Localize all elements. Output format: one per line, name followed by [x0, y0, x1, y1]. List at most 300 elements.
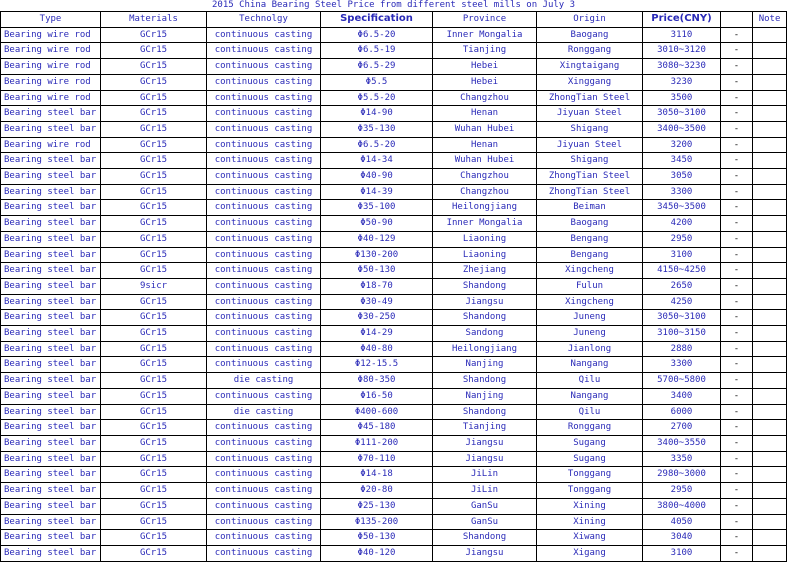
cell-material[interactable]: GCr15 — [101, 357, 207, 373]
table-title[interactable]: 2015 China Bearing Steel Price from different steel mills on July 3 — [1, 0, 787, 12]
cell-specification[interactable]: Φ50-130 — [321, 263, 433, 279]
cell-specification[interactable]: Φ30-250 — [321, 310, 433, 326]
cell-type[interactable]: Bearing steel bar — [1, 310, 101, 326]
cell-dash[interactable]: - — [721, 404, 753, 420]
cell-material[interactable]: GCr15 — [101, 106, 207, 122]
cell-note[interactable] — [753, 216, 787, 232]
cell-origin[interactable]: ZhongTian Steel — [537, 90, 643, 106]
cell-material[interactable]: GCr15 — [101, 341, 207, 357]
cell-origin[interactable]: Xining — [537, 514, 643, 530]
cell-note[interactable] — [753, 310, 787, 326]
cell-material[interactable]: GCr15 — [101, 294, 207, 310]
cell-material[interactable]: GCr15 — [101, 231, 207, 247]
cell-price[interactable]: 3400~3550 — [643, 435, 721, 451]
cell-province[interactable]: Zhejiang — [433, 263, 537, 279]
cell-material[interactable]: GCr15 — [101, 27, 207, 43]
cell-specification[interactable]: Φ50-90 — [321, 216, 433, 232]
cell-price[interactable]: 3300 — [643, 184, 721, 200]
cell-type[interactable]: Bearing steel bar — [1, 247, 101, 263]
cell-specification[interactable]: Φ6.5-20 — [321, 27, 433, 43]
cell-type[interactable]: Bearing steel bar — [1, 530, 101, 546]
cell-origin[interactable]: Xining — [537, 498, 643, 514]
cell-type[interactable]: Bearing steel bar — [1, 420, 101, 436]
header-blank[interactable] — [721, 12, 753, 28]
cell-specification[interactable]: Φ6.5-29 — [321, 59, 433, 75]
cell-type[interactable]: Bearing steel bar — [1, 498, 101, 514]
cell-technology[interactable]: continuous casting — [207, 498, 321, 514]
cell-origin[interactable]: Tonggang — [537, 483, 643, 499]
cell-note[interactable] — [753, 278, 787, 294]
cell-note[interactable] — [753, 357, 787, 373]
cell-type[interactable]: Bearing steel bar — [1, 451, 101, 467]
cell-material[interactable]: GCr15 — [101, 247, 207, 263]
cell-price[interactable]: 3050~3100 — [643, 106, 721, 122]
cell-note[interactable] — [753, 200, 787, 216]
cell-note[interactable] — [753, 184, 787, 200]
cell-province[interactable]: GanSu — [433, 498, 537, 514]
cell-origin[interactable]: Ronggang — [537, 420, 643, 436]
cell-origin[interactable]: Xingcheng — [537, 263, 643, 279]
cell-type[interactable]: Bearing steel bar — [1, 294, 101, 310]
cell-origin[interactable]: Xingtaigang — [537, 59, 643, 75]
cell-note[interactable] — [753, 420, 787, 436]
cell-note[interactable] — [753, 153, 787, 169]
cell-technology[interactable]: continuous casting — [207, 451, 321, 467]
cell-technology[interactable]: continuous casting — [207, 184, 321, 200]
cell-province[interactable]: JiLin — [433, 483, 537, 499]
cell-note[interactable] — [753, 137, 787, 153]
cell-price[interactable]: 3100 — [643, 247, 721, 263]
cell-price[interactable]: 2700 — [643, 420, 721, 436]
cell-type[interactable]: Bearing steel bar — [1, 106, 101, 122]
cell-technology[interactable]: continuous casting — [207, 59, 321, 75]
cell-material[interactable]: GCr15 — [101, 200, 207, 216]
cell-material[interactable]: GCr15 — [101, 530, 207, 546]
cell-dash[interactable]: - — [721, 373, 753, 389]
cell-specification[interactable]: Φ40-80 — [321, 341, 433, 357]
cell-province[interactable]: Shandong — [433, 530, 537, 546]
cell-note[interactable] — [753, 121, 787, 137]
header-specification[interactable]: Specification — [321, 12, 433, 28]
cell-price[interactable]: 2950 — [643, 231, 721, 247]
cell-dash[interactable]: - — [721, 467, 753, 483]
cell-specification[interactable]: Φ14-18 — [321, 467, 433, 483]
cell-technology[interactable]: continuous casting — [207, 216, 321, 232]
cell-type[interactable]: Bearing steel bar — [1, 357, 101, 373]
cell-dash[interactable]: - — [721, 388, 753, 404]
cell-province[interactable]: Sandong — [433, 326, 537, 342]
header-materials[interactable]: Materials — [101, 12, 207, 28]
cell-province[interactable]: Hebei — [433, 59, 537, 75]
cell-material[interactable]: GCr15 — [101, 326, 207, 342]
cell-technology[interactable]: continuous casting — [207, 43, 321, 59]
cell-note[interactable] — [753, 451, 787, 467]
cell-origin[interactable]: Nangang — [537, 357, 643, 373]
cell-technology[interactable]: continuous casting — [207, 231, 321, 247]
cell-type[interactable]: Bearing wire rod — [1, 43, 101, 59]
cell-type[interactable]: Bearing steel bar — [1, 231, 101, 247]
cell-note[interactable] — [753, 169, 787, 185]
cell-type[interactable]: Bearing steel bar — [1, 121, 101, 137]
cell-origin[interactable]: Sugang — [537, 451, 643, 467]
cell-price[interactable]: 4250 — [643, 294, 721, 310]
cell-origin[interactable]: Juneng — [537, 326, 643, 342]
cell-dash[interactable]: - — [721, 514, 753, 530]
cell-type[interactable]: Bearing steel bar — [1, 545, 101, 561]
cell-specification[interactable]: Φ6.5-19 — [321, 43, 433, 59]
cell-origin[interactable]: Nangang — [537, 388, 643, 404]
cell-material[interactable]: GCr15 — [101, 216, 207, 232]
cell-specification[interactable]: Φ80-350 — [321, 373, 433, 389]
cell-note[interactable] — [753, 545, 787, 561]
cell-specification[interactable]: Φ111-200 — [321, 435, 433, 451]
cell-province[interactable]: Heilongjiang — [433, 200, 537, 216]
cell-note[interactable] — [753, 435, 787, 451]
cell-material[interactable]: GCr15 — [101, 498, 207, 514]
cell-specification[interactable]: Φ5.5 — [321, 74, 433, 90]
cell-origin[interactable]: ZhongTian Steel — [537, 184, 643, 200]
cell-dash[interactable]: - — [721, 137, 753, 153]
cell-type[interactable]: Bearing steel bar — [1, 435, 101, 451]
cell-note[interactable] — [753, 530, 787, 546]
cell-dash[interactable]: - — [721, 200, 753, 216]
cell-province[interactable]: Shandong — [433, 278, 537, 294]
cell-type[interactable]: Bearing steel bar — [1, 373, 101, 389]
cell-material[interactable]: GCr15 — [101, 435, 207, 451]
cell-origin[interactable]: Qilu — [537, 404, 643, 420]
cell-dash[interactable]: - — [721, 498, 753, 514]
cell-note[interactable] — [753, 294, 787, 310]
cell-province[interactable]: Changzhou — [433, 184, 537, 200]
cell-province[interactable]: Wuhan Hubei — [433, 153, 537, 169]
cell-province[interactable]: Jiangsu — [433, 545, 537, 561]
cell-note[interactable] — [753, 498, 787, 514]
cell-type[interactable]: Bearing steel bar — [1, 467, 101, 483]
cell-material[interactable]: GCr15 — [101, 451, 207, 467]
cell-origin[interactable]: ZhongTian Steel — [537, 169, 643, 185]
cell-origin[interactable]: Tonggang — [537, 467, 643, 483]
cell-price[interactable]: 4150~4250 — [643, 263, 721, 279]
cell-province[interactable]: Tianjing — [433, 43, 537, 59]
cell-specification[interactable]: Φ25-130 — [321, 498, 433, 514]
cell-type[interactable]: Bearing wire rod — [1, 90, 101, 106]
cell-specification[interactable]: Φ40-129 — [321, 231, 433, 247]
cell-origin[interactable]: Ronggang — [537, 43, 643, 59]
cell-note[interactable] — [753, 514, 787, 530]
cell-province[interactable]: Jiangsu — [433, 294, 537, 310]
cell-technology[interactable]: continuous casting — [207, 200, 321, 216]
cell-province[interactable]: JiLin — [433, 467, 537, 483]
header-price[interactable]: Price(CNY) — [643, 12, 721, 28]
cell-price[interactable]: 3500 — [643, 90, 721, 106]
cell-technology[interactable]: continuous casting — [207, 388, 321, 404]
cell-price[interactable]: 3800~4000 — [643, 498, 721, 514]
cell-technology[interactable]: continuous casting — [207, 294, 321, 310]
cell-dash[interactable]: - — [721, 420, 753, 436]
cell-note[interactable] — [753, 27, 787, 43]
cell-price[interactable]: 3350 — [643, 451, 721, 467]
cell-technology[interactable]: continuous casting — [207, 341, 321, 357]
header-province[interactable]: Province — [433, 12, 537, 28]
cell-price[interactable]: 6000 — [643, 404, 721, 420]
cell-note[interactable] — [753, 231, 787, 247]
cell-type[interactable]: Bearing steel bar — [1, 263, 101, 279]
cell-type[interactable]: Bearing wire rod — [1, 27, 101, 43]
cell-specification[interactable]: Φ20-80 — [321, 483, 433, 499]
cell-dash[interactable]: - — [721, 90, 753, 106]
cell-technology[interactable]: continuous casting — [207, 545, 321, 561]
cell-dash[interactable]: - — [721, 326, 753, 342]
header-origin[interactable]: Origin — [537, 12, 643, 28]
cell-technology[interactable]: die casting — [207, 373, 321, 389]
cell-province[interactable]: Nanjing — [433, 388, 537, 404]
cell-material[interactable]: GCr15 — [101, 153, 207, 169]
cell-province[interactable]: Wuhan Hubei — [433, 121, 537, 137]
cell-type[interactable]: Bearing steel bar — [1, 278, 101, 294]
cell-province[interactable]: Jiangsu — [433, 451, 537, 467]
cell-note[interactable] — [753, 59, 787, 75]
cell-note[interactable] — [753, 247, 787, 263]
cell-specification[interactable]: Φ14-90 — [321, 106, 433, 122]
cell-province[interactable]: Heilongjiang — [433, 341, 537, 357]
cell-specification[interactable]: Φ35-130 — [321, 121, 433, 137]
cell-specification[interactable]: Φ16-50 — [321, 388, 433, 404]
cell-technology[interactable]: continuous casting — [207, 514, 321, 530]
cell-dash[interactable]: - — [721, 451, 753, 467]
cell-note[interactable] — [753, 341, 787, 357]
cell-specification[interactable]: Φ6.5-20 — [321, 137, 433, 153]
cell-dash[interactable]: - — [721, 74, 753, 90]
cell-type[interactable]: Bearing steel bar — [1, 514, 101, 530]
cell-technology[interactable]: continuous casting — [207, 247, 321, 263]
cell-origin[interactable]: Juneng — [537, 310, 643, 326]
cell-province[interactable]: Jiangsu — [433, 435, 537, 451]
cell-origin[interactable]: Jiyuan Steel — [537, 137, 643, 153]
header-type[interactable]: Type — [1, 12, 101, 28]
cell-note[interactable] — [753, 326, 787, 342]
cell-technology[interactable]: continuous casting — [207, 106, 321, 122]
cell-dash[interactable]: - — [721, 545, 753, 561]
cell-material[interactable]: GCr15 — [101, 310, 207, 326]
cell-technology[interactable]: continuous casting — [207, 169, 321, 185]
cell-price[interactable]: 3400~3500 — [643, 121, 721, 137]
cell-origin[interactable]: Shigang — [537, 153, 643, 169]
cell-province[interactable]: Tianjing — [433, 420, 537, 436]
cell-price[interactable]: 3080~3230 — [643, 59, 721, 75]
cell-material[interactable]: GCr15 — [101, 373, 207, 389]
cell-price[interactable]: 2880 — [643, 341, 721, 357]
cell-price[interactable]: 2650 — [643, 278, 721, 294]
cell-price[interactable]: 4050 — [643, 514, 721, 530]
cell-dash[interactable]: - — [721, 435, 753, 451]
cell-type[interactable]: Bearing steel bar — [1, 388, 101, 404]
cell-note[interactable] — [753, 43, 787, 59]
header-technology[interactable]: Technolgy — [207, 12, 321, 28]
cell-province[interactable]: Henan — [433, 137, 537, 153]
cell-technology[interactable]: continuous casting — [207, 27, 321, 43]
cell-price[interactable]: 3230 — [643, 74, 721, 90]
cell-price[interactable]: 2950 — [643, 483, 721, 499]
cell-origin[interactable]: Jiyuan Steel — [537, 106, 643, 122]
cell-dash[interactable]: - — [721, 106, 753, 122]
cell-dash[interactable]: - — [721, 231, 753, 247]
cell-dash[interactable]: - — [721, 27, 753, 43]
cell-type[interactable]: Bearing steel bar — [1, 404, 101, 420]
cell-price[interactable]: 3040 — [643, 530, 721, 546]
cell-origin[interactable]: Xingcheng — [537, 294, 643, 310]
cell-province[interactable]: Liaoning — [433, 231, 537, 247]
cell-price[interactable]: 3010~3120 — [643, 43, 721, 59]
header-note[interactable]: Note — [753, 12, 787, 28]
cell-technology[interactable]: continuous casting — [207, 420, 321, 436]
cell-note[interactable] — [753, 74, 787, 90]
cell-origin[interactable]: Xinggang — [537, 74, 643, 90]
cell-material[interactable]: GCr15 — [101, 404, 207, 420]
cell-type[interactable]: Bearing steel bar — [1, 341, 101, 357]
cell-origin[interactable]: Xiwang — [537, 530, 643, 546]
cell-price[interactable]: 3100 — [643, 545, 721, 561]
cell-type[interactable]: Bearing wire rod — [1, 137, 101, 153]
cell-specification[interactable]: Φ400-600 — [321, 404, 433, 420]
cell-dash[interactable]: - — [721, 310, 753, 326]
cell-origin[interactable]: Fulun — [537, 278, 643, 294]
cell-type[interactable]: Bearing steel bar — [1, 326, 101, 342]
cell-province[interactable]: Shandong — [433, 404, 537, 420]
cell-note[interactable] — [753, 467, 787, 483]
cell-province[interactable]: GanSu — [433, 514, 537, 530]
cell-price[interactable]: 3050 — [643, 169, 721, 185]
cell-specification[interactable]: Φ40-90 — [321, 169, 433, 185]
cell-origin[interactable]: Baogang — [537, 216, 643, 232]
cell-note[interactable] — [753, 263, 787, 279]
cell-note[interactable] — [753, 90, 787, 106]
cell-type[interactable]: Bearing steel bar — [1, 216, 101, 232]
cell-material[interactable]: GCr15 — [101, 184, 207, 200]
cell-technology[interactable]: continuous casting — [207, 90, 321, 106]
cell-origin[interactable]: Bengang — [537, 247, 643, 263]
cell-technology[interactable]: continuous casting — [207, 137, 321, 153]
cell-material[interactable]: GCr15 — [101, 388, 207, 404]
cell-technology[interactable]: continuous casting — [207, 357, 321, 373]
cell-technology[interactable]: continuous casting — [207, 483, 321, 499]
cell-dash[interactable]: - — [721, 43, 753, 59]
cell-dash[interactable]: - — [721, 263, 753, 279]
cell-type[interactable]: Bearing steel bar — [1, 184, 101, 200]
cell-province[interactable]: Shandong — [433, 310, 537, 326]
cell-technology[interactable]: continuous casting — [207, 326, 321, 342]
cell-note[interactable] — [753, 373, 787, 389]
cell-price[interactable]: 3400 — [643, 388, 721, 404]
cell-specification[interactable]: Φ5.5-20 — [321, 90, 433, 106]
cell-material[interactable]: GCr15 — [101, 263, 207, 279]
cell-specification[interactable]: Φ14-29 — [321, 326, 433, 342]
cell-province[interactable]: Hebei — [433, 74, 537, 90]
cell-province[interactable]: Henan — [433, 106, 537, 122]
cell-technology[interactable]: continuous casting — [207, 310, 321, 326]
cell-province[interactable]: Nanjing — [433, 357, 537, 373]
cell-type[interactable]: Bearing steel bar — [1, 200, 101, 216]
cell-specification[interactable]: Φ30-49 — [321, 294, 433, 310]
cell-province[interactable]: Changzhou — [433, 169, 537, 185]
cell-origin[interactable]: Sugang — [537, 435, 643, 451]
cell-note[interactable] — [753, 388, 787, 404]
cell-province[interactable]: Liaoning — [433, 247, 537, 263]
cell-type[interactable]: Bearing steel bar — [1, 153, 101, 169]
cell-type[interactable]: Bearing wire rod — [1, 74, 101, 90]
cell-province[interactable]: Shandong — [433, 373, 537, 389]
cell-dash[interactable]: - — [721, 59, 753, 75]
cell-dash[interactable]: - — [721, 278, 753, 294]
cell-origin[interactable]: Baogang — [537, 27, 643, 43]
cell-technology[interactable]: continuous casting — [207, 153, 321, 169]
cell-specification[interactable]: Φ130-200 — [321, 247, 433, 263]
cell-material[interactable]: GCr15 — [101, 59, 207, 75]
cell-technology[interactable]: continuous casting — [207, 263, 321, 279]
cell-material[interactable]: GCr15 — [101, 514, 207, 530]
cell-dash[interactable]: - — [721, 530, 753, 546]
cell-note[interactable] — [753, 483, 787, 499]
cell-specification[interactable]: Φ40-120 — [321, 545, 433, 561]
cell-price[interactable]: 3300 — [643, 357, 721, 373]
cell-origin[interactable]: Xigang — [537, 545, 643, 561]
cell-technology[interactable]: continuous casting — [207, 121, 321, 137]
cell-specification[interactable]: Φ14-39 — [321, 184, 433, 200]
cell-technology[interactable]: continuous casting — [207, 435, 321, 451]
cell-type[interactable]: Bearing steel bar — [1, 483, 101, 499]
cell-dash[interactable]: - — [721, 216, 753, 232]
cell-material[interactable]: 9sicr — [101, 278, 207, 294]
cell-dash[interactable]: - — [721, 184, 753, 200]
cell-dash[interactable]: - — [721, 483, 753, 499]
cell-price[interactable]: 3050~3100 — [643, 310, 721, 326]
cell-origin[interactable]: Jianlong — [537, 341, 643, 357]
cell-material[interactable]: GCr15 — [101, 121, 207, 137]
cell-price[interactable]: 4200 — [643, 216, 721, 232]
cell-material[interactable]: GCr15 — [101, 90, 207, 106]
cell-province[interactable]: Inner Mongalia — [433, 27, 537, 43]
cell-dash[interactable]: - — [721, 294, 753, 310]
cell-material[interactable]: GCr15 — [101, 420, 207, 436]
cell-price[interactable]: 3450~3500 — [643, 200, 721, 216]
cell-dash[interactable]: - — [721, 121, 753, 137]
cell-province[interactable]: Inner Mongalia — [433, 216, 537, 232]
cell-technology[interactable]: continuous casting — [207, 74, 321, 90]
cell-technology[interactable]: die casting — [207, 404, 321, 420]
cell-note[interactable] — [753, 106, 787, 122]
cell-price[interactable]: 3450 — [643, 153, 721, 169]
cell-specification[interactable]: Φ45-180 — [321, 420, 433, 436]
cell-specification[interactable]: Φ18-70 — [321, 278, 433, 294]
cell-dash[interactable]: - — [721, 247, 753, 263]
cell-type[interactable]: Bearing steel bar — [1, 169, 101, 185]
cell-price[interactable]: 3200 — [643, 137, 721, 153]
cell-material[interactable]: GCr15 — [101, 545, 207, 561]
cell-specification[interactable]: Φ35-100 — [321, 200, 433, 216]
cell-specification[interactable]: Φ135-200 — [321, 514, 433, 530]
cell-specification[interactable]: Φ14-34 — [321, 153, 433, 169]
cell-material[interactable]: GCr15 — [101, 137, 207, 153]
cell-origin[interactable]: Qilu — [537, 373, 643, 389]
cell-dash[interactable]: - — [721, 169, 753, 185]
cell-origin[interactable]: Shigang — [537, 121, 643, 137]
cell-type[interactable]: Bearing wire rod — [1, 59, 101, 75]
cell-price[interactable]: 5700~5800 — [643, 373, 721, 389]
cell-specification[interactable]: Φ50-130 — [321, 530, 433, 546]
cell-material[interactable]: GCr15 — [101, 467, 207, 483]
cell-technology[interactable]: continuous casting — [207, 467, 321, 483]
cell-specification[interactable]: Φ12-15.5 — [321, 357, 433, 373]
cell-specification[interactable]: Φ70-110 — [321, 451, 433, 467]
